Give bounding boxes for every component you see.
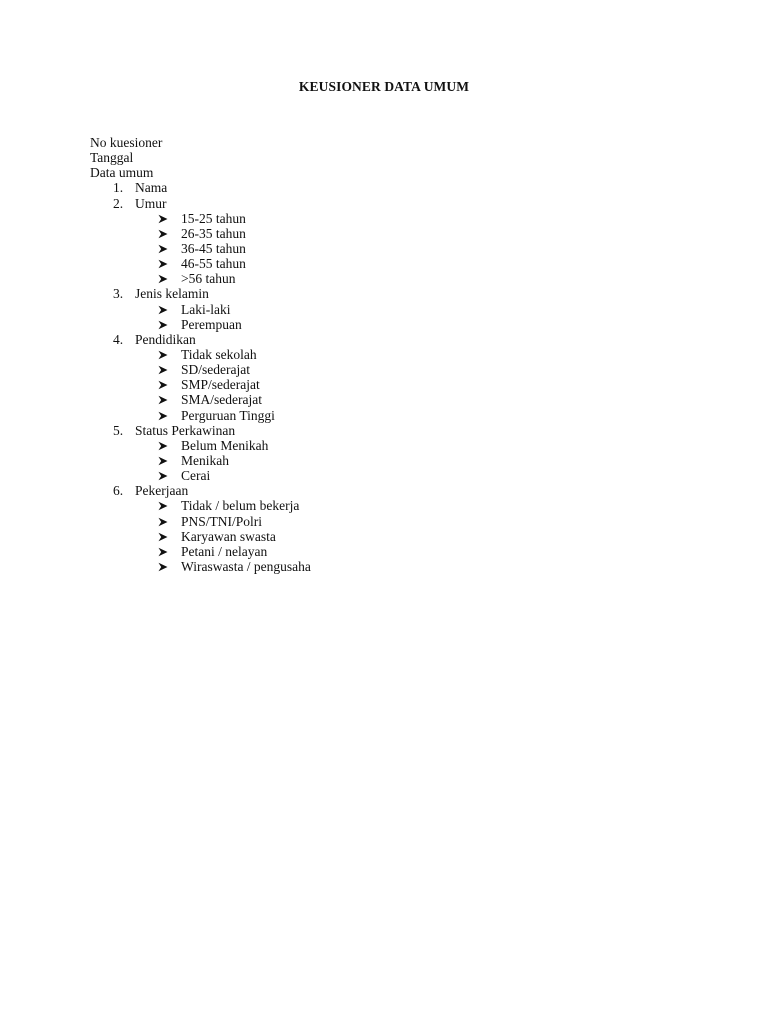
arrowhead-bullet-icon bbox=[158, 392, 181, 407]
option-item bbox=[90, 302, 690, 317]
option-item bbox=[90, 317, 690, 332]
arrowhead-bullet-icon bbox=[158, 211, 181, 226]
option-label: Wiraswasta / pengusaha bbox=[181, 558, 311, 574]
option-list bbox=[90, 347, 690, 423]
option-label: Tidak / belum bekerja bbox=[181, 498, 300, 514]
question-label: Pekerjaan bbox=[135, 483, 189, 499]
option-item bbox=[90, 271, 690, 286]
question-heading bbox=[90, 483, 690, 498]
option-label: Cerai bbox=[181, 468, 211, 484]
option-item bbox=[90, 544, 690, 559]
option-label: Karyawan swasta bbox=[181, 528, 276, 544]
arrowhead-bullet-icon bbox=[158, 544, 181, 559]
option-label: Menikah bbox=[181, 452, 229, 468]
option-label: SD/sederajat bbox=[181, 362, 250, 378]
option-label: 36-45 tahun bbox=[181, 240, 246, 256]
option-item bbox=[90, 377, 690, 392]
option-item bbox=[90, 408, 690, 423]
option-label: 26-35 tahun bbox=[181, 225, 246, 241]
option-item bbox=[90, 241, 690, 256]
option-item bbox=[90, 438, 690, 453]
arrowhead-bullet-icon bbox=[158, 529, 181, 544]
question-number: 3. bbox=[113, 286, 124, 302]
option-item bbox=[90, 226, 690, 241]
arrowhead-bullet-icon bbox=[158, 302, 181, 317]
question-heading bbox=[90, 196, 690, 211]
field-tanggal: Tanggal bbox=[90, 150, 134, 166]
question-label: Jenis kelamin bbox=[135, 286, 209, 302]
option-list bbox=[90, 438, 690, 483]
question-label: Nama bbox=[135, 180, 168, 196]
question-label: Umur bbox=[135, 195, 167, 211]
arrowhead-bullet-icon bbox=[158, 438, 181, 453]
option-label: PNS/TNI/Polri bbox=[181, 513, 263, 529]
field-data-umum: Data umum bbox=[90, 165, 154, 181]
arrowhead-bullet-icon bbox=[158, 362, 181, 377]
arrowhead-bullet-icon bbox=[158, 317, 181, 332]
arrowhead-bullet-icon bbox=[158, 514, 181, 529]
arrowhead-bullet-icon bbox=[158, 498, 181, 513]
question-number: 1. bbox=[113, 180, 124, 196]
question-item bbox=[90, 423, 690, 484]
option-item bbox=[90, 347, 690, 362]
option-item bbox=[90, 498, 690, 513]
arrowhead-bullet-icon bbox=[158, 241, 181, 256]
option-item bbox=[90, 362, 690, 377]
question-item bbox=[90, 332, 690, 423]
question-heading bbox=[90, 180, 690, 195]
arrowhead-bullet-icon bbox=[158, 271, 181, 286]
option-item bbox=[90, 453, 690, 468]
option-label: 15-25 tahun bbox=[181, 210, 246, 226]
option-list bbox=[90, 302, 690, 332]
question-item bbox=[90, 196, 690, 287]
option-label: Perempuan bbox=[181, 316, 242, 332]
field-no-kuesioner: No kuesioner bbox=[90, 135, 163, 150]
arrowhead-bullet-icon bbox=[158, 347, 181, 362]
question-number: 2. bbox=[113, 195, 124, 211]
option-item bbox=[90, 529, 690, 544]
questionnaire-body bbox=[90, 135, 690, 574]
arrowhead-bullet-icon bbox=[158, 377, 181, 392]
question-number: 5. bbox=[113, 422, 124, 438]
question-label: Pendidikan bbox=[135, 331, 196, 347]
option-label: Belum Menikah bbox=[181, 437, 269, 453]
option-label: Petani / nelayan bbox=[181, 543, 268, 559]
question-list bbox=[90, 180, 690, 574]
option-item bbox=[90, 559, 690, 574]
option-label: Perguruan Tinggi bbox=[181, 407, 275, 423]
option-item bbox=[90, 392, 690, 407]
option-item bbox=[90, 468, 690, 483]
question-heading bbox=[90, 286, 690, 301]
option-item bbox=[90, 256, 690, 271]
arrowhead-bullet-icon bbox=[158, 226, 181, 241]
option-label: SMP/sederajat bbox=[181, 377, 260, 393]
option-label: Tidak sekolah bbox=[181, 346, 257, 362]
option-item bbox=[90, 514, 690, 529]
arrowhead-bullet-icon bbox=[158, 559, 181, 574]
arrowhead-bullet-icon bbox=[158, 453, 181, 468]
arrowhead-bullet-icon bbox=[158, 408, 181, 423]
option-list bbox=[90, 498, 690, 574]
option-label: Laki-laki bbox=[181, 301, 231, 317]
question-number: 4. bbox=[113, 331, 124, 347]
option-list bbox=[90, 211, 690, 287]
option-label: >56 tahun bbox=[181, 271, 236, 287]
question-heading bbox=[90, 423, 690, 438]
option-item bbox=[90, 211, 690, 226]
option-label: SMA/sederajat bbox=[181, 392, 262, 408]
option-label: 46-55 tahun bbox=[181, 256, 246, 272]
arrowhead-bullet-icon bbox=[158, 468, 181, 483]
arrowhead-bullet-icon bbox=[158, 256, 181, 271]
question-heading bbox=[90, 332, 690, 347]
page-title: KEUSIONER DATA UMUM bbox=[298, 79, 470, 94]
question-number: 6. bbox=[113, 483, 124, 499]
question-item bbox=[90, 286, 690, 331]
question-item bbox=[90, 483, 690, 574]
question-label: Status Perkawinan bbox=[135, 422, 236, 438]
question-item bbox=[90, 180, 690, 195]
